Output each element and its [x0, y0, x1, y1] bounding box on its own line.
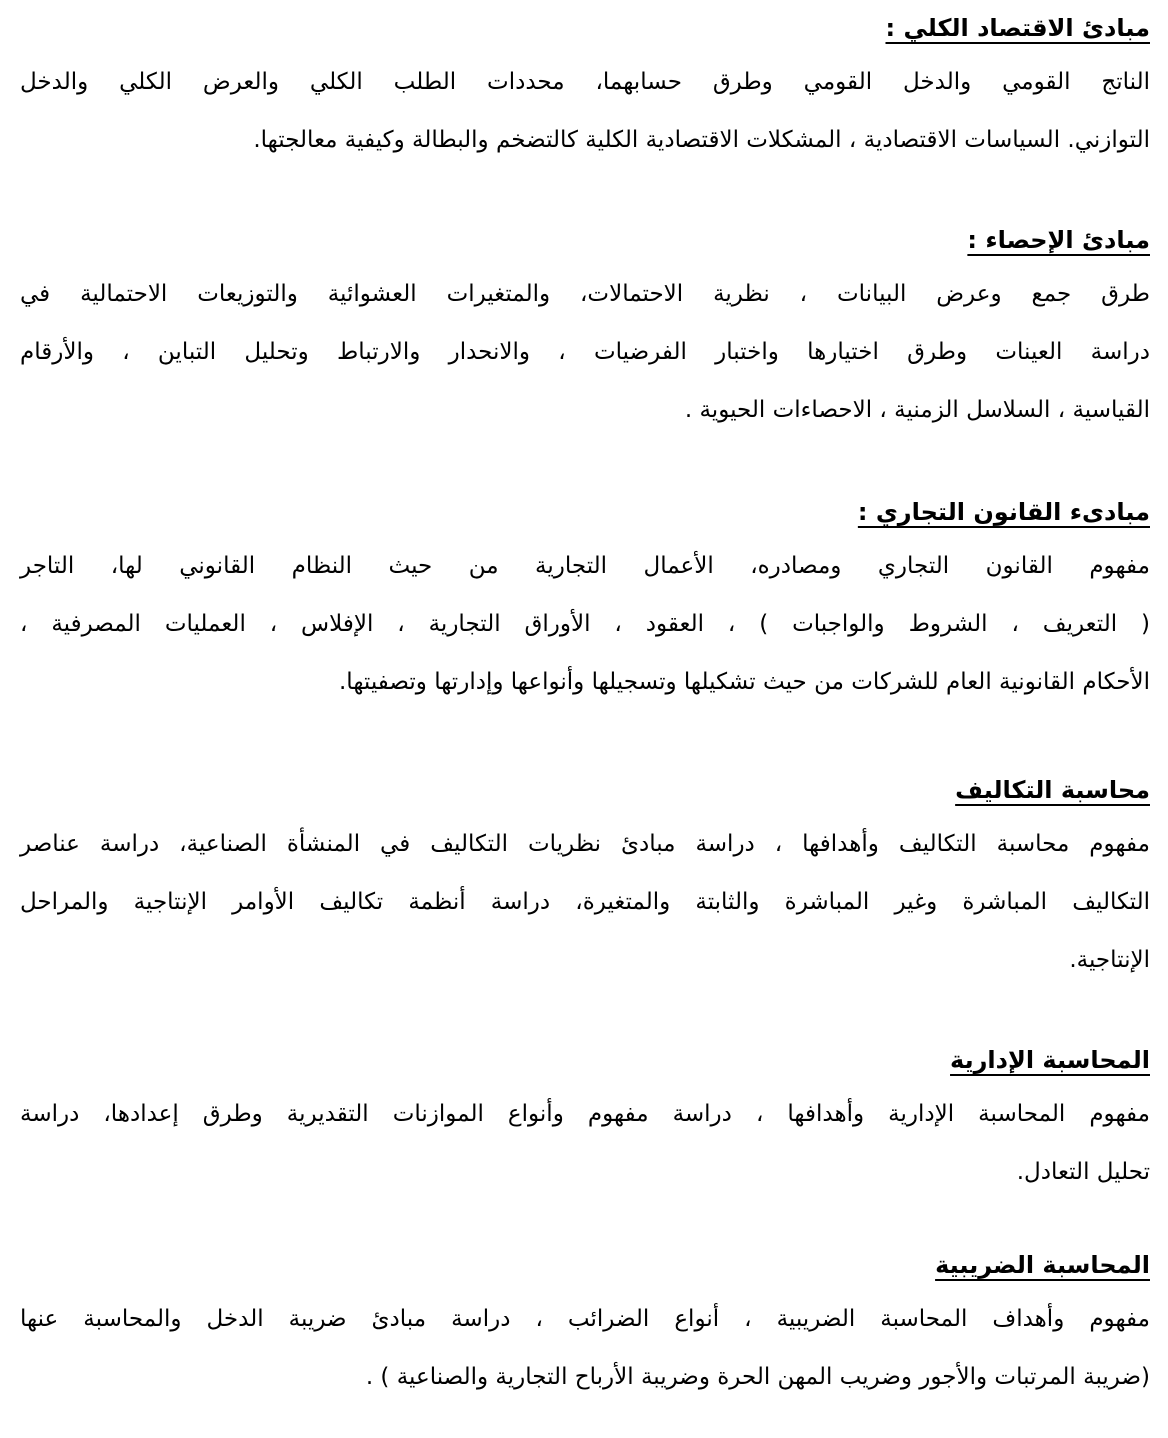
paragraph-line: مفهوم القانون التجاري ومصادره، الأعمال التجارية من حيث النظام القانوني لها، التاجر — [20, 553, 1150, 579]
paragraph-line: القياسية ، السلاسل الزمنية ، الاحصاءات الحيوية . — [684, 397, 1150, 423]
paragraph-line: دراسة العينات وطرق اختيارها واختبار الفرضيات ، والانحدار والارتباط وتحليل التباين ، والأرقام — [20, 339, 1150, 365]
section-heading: المحاسبة الإدارية — [950, 1046, 1150, 1074]
paragraph-line: ( التعريف ، الشروط والواجبات ) ، العقود ، الأوراق التجارية ، الإفلاس ، العمليات المصرفية ، — [20, 611, 1150, 637]
section-tax-accounting — [20, 1240, 1150, 1406]
paragraph-line: تحليل التعادل. — [1016, 1159, 1150, 1185]
section-managerial-accounting — [20, 1035, 1150, 1201]
section-macroeconomics — [20, 3, 1150, 169]
paragraph-line: الأحكام القانونية العام للشركات من حيث تشكيلها وتسجيلها وأنواعها وإدارتها وتصفيتها. — [339, 669, 1150, 695]
paragraph-line: مفهوم محاسبة التكاليف وأهدافها ، دراسة مبادئ نظريات التكاليف في المنشأة الصناعية، دراسة عناصر — [20, 831, 1150, 857]
section-cost-accounting — [20, 765, 1150, 989]
paragraph-line: التوازني. السياسات الاقتصادية ، المشكلات الاقتصادية الكلية كالتضخم والبطالة وكيفية معالجتها. — [253, 127, 1150, 153]
paragraph-line: طرق جمع وعرض البيانات ، نظرية الاحتمالات، والمتغيرات العشوائية والتوزيعات الاحتمالية في — [20, 281, 1150, 307]
section-heading: محاسبة التكاليف — [955, 776, 1150, 804]
section-commercial-law — [20, 487, 1150, 711]
section-statistics — [20, 215, 1150, 439]
paragraph-line: التكاليف المباشرة وغير المباشرة والثابتة والمتغيرة، دراسة أنظمة تكاليف الأوامر الإنتاجية والمراحل — [20, 889, 1150, 915]
paragraph-line: مفهوم المحاسبة الإدارية وأهدافها ، دراسة مفهوم وأنواع الموازنات التقديرية وطرق إعدادها، دراسة — [20, 1101, 1150, 1127]
paragraph-line: مفهوم وأهداف المحاسبة الضريبية ، أنواع الضرائب ، دراسة مبادئ ضريبة الدخل والمحاسبة عنها — [20, 1306, 1150, 1332]
section-heading: مبادئ الاقتصاد الكلي : — [885, 14, 1150, 42]
paragraph-line: (ضريبة المرتبات والأجور وضريب المهن الحرة وضريبة الأرباح التجارية والصناعية ) . — [365, 1364, 1150, 1390]
paragraph-line: الناتج القومي والدخل القومي وطرق حسابهما، محددات الطلب الكلي والعرض الكلي والدخل — [20, 69, 1150, 95]
section-heading: مبادئ الإحصاء : — [967, 226, 1150, 254]
section-heading: المحاسبة الضريبية — [935, 1251, 1150, 1279]
section-heading: مبادىء القانون التجاري : — [857, 498, 1150, 526]
paragraph-line: الإنتاجية. — [1069, 947, 1150, 973]
